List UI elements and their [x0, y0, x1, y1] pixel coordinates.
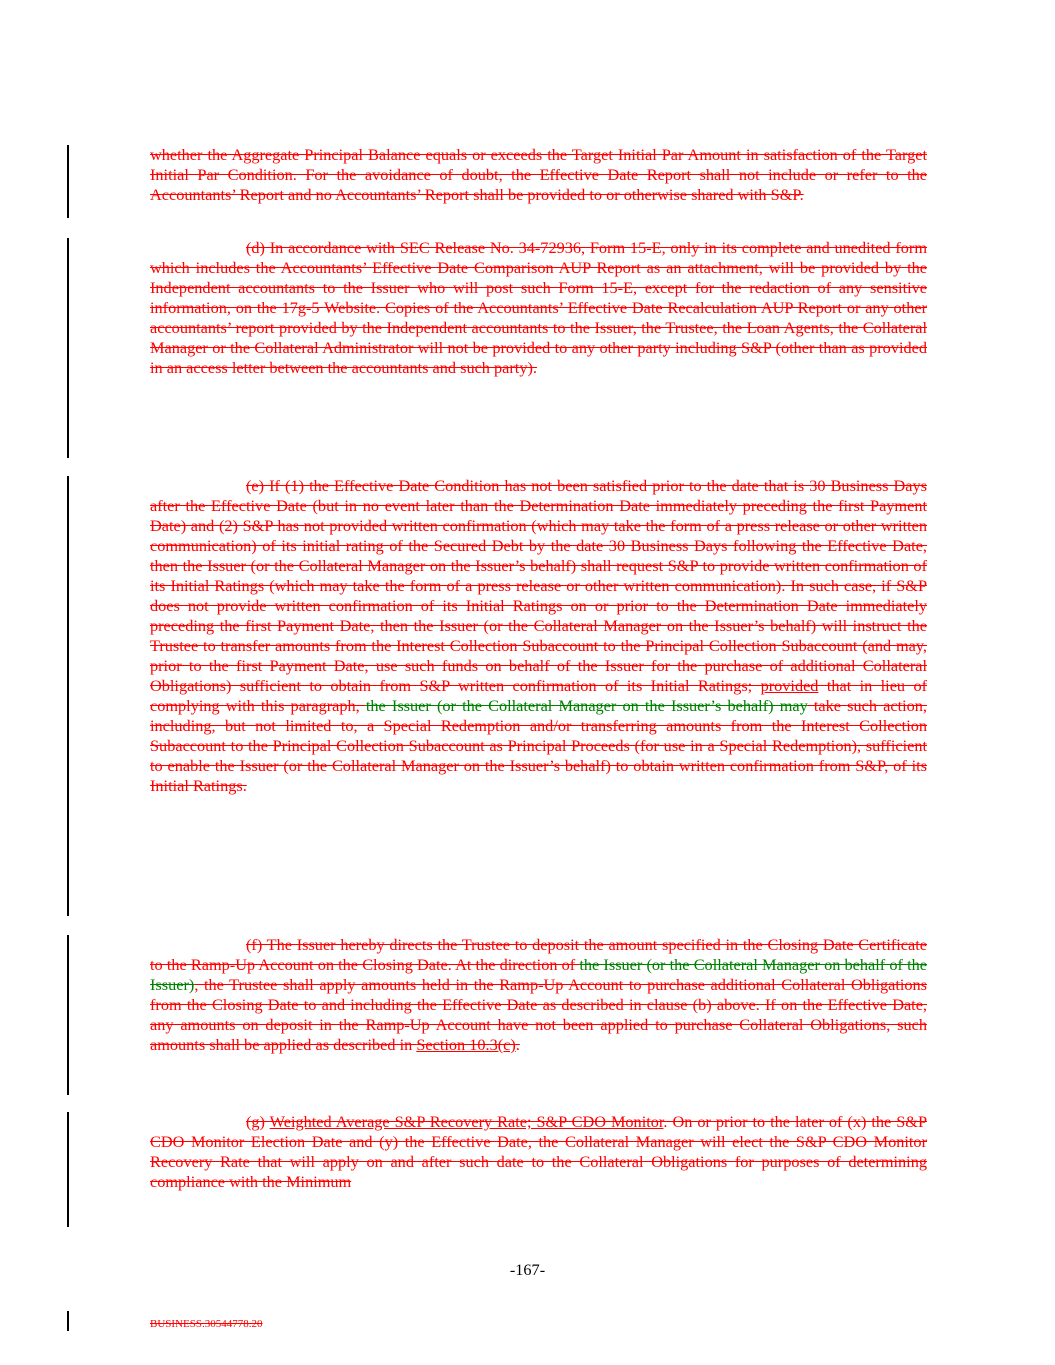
change-bar [67, 1311, 69, 1331]
change-bar [67, 145, 69, 218]
deleted-text: . [515, 1035, 520, 1054]
page-number: -167- [509, 1260, 546, 1279]
paragraph-e [150, 476, 927, 796]
deleted-text: . On or prior to the later of (x) the S&P CDO Monitor Election Date and (y) the Effective Date, the Collateral Manager will elect the S&P CDO Monitor Recovery Rate that will apply on and after such date to the Collateral Obligations for purposes of determining compliance with the Minimum [150, 1112, 928, 1191]
deleted-text: whether the Aggregate Principal Balance equals or exceeds the Target Initial Par Amount in satisfaction of the Target Initial Par Condition. For the avoidance of doubt, the Effective Date Report shall not include or refer to the Accountants’ Report and no Accountants’ Report shall be provided to or otherwise shared with S&P. [150, 145, 927, 204]
paragraph-g [150, 1112, 927, 1192]
paragraph-continuation [150, 145, 927, 205]
deleted-text: that in lieu of complying with this paragraph, [150, 676, 928, 715]
change-bar [67, 476, 69, 916]
paragraph-d [150, 238, 927, 378]
deleted-text: (d) In accordance with SEC Release No. 34-72936, Form 15-E, only in its complete and unedited form which includes the Accountants’ Effective Date Comparison AUP Report as an attachment, will be provided by the Independent accountants to the Issuer who will post such Form 15-E, except for the redaction of any sensitive information, on the 17g-5 Website. Copies of the Accountants’ Effective Date Recalculation AUP Report or any other accountants’ report provided by the Independent accountants to the Issuer, the Trustee, the Loan Agents, the Collateral Manager or the Collateral Administrator will not be provided to any other party including S&P (other than as provided in an access letter between the accountants and such party). [150, 238, 927, 377]
document-footer-id: BUSINESS.30544778.20 [150, 1318, 263, 1330]
deleted-text: , the Trustee shall apply amounts held in the Ramp-Up Account to purchase additional Collateral Obligations from the Closing Date to and including the Effective Date as described in clause (b) above. If on the Effective Date, any amounts on deposit in the Ramp-Up Account have not been applied to purchase Collateral Obligations, such amounts shall be applied as described in [150, 975, 927, 1054]
deleted-text: (f) The Issuer hereby directs the Trustee to deposit the amount specified in the Closing Date Certificate to the Ramp-Up Account on the Closing Date. At the direction of [150, 935, 927, 974]
deleted-text: provided [760, 676, 819, 695]
change-bar [67, 238, 69, 458]
moved-text: the Issuer (or the Collateral Manager on the Issuer’s behalf) may [365, 696, 808, 715]
moved-text: the Issuer (or the Collateral Manager on behalf of the Issuer) [150, 955, 927, 994]
deleted-text: Section 10.3(c) [416, 1035, 516, 1054]
deleted-text: take such action, including, but not limited to, a Special Redemption and/or transferring amounts from the Interest Collection Subaccount to the Principal Collection Subaccount as Principal Proceeds (for use in a Special Redemption), sufficient to enable the Issuer (or the Collateral Manager on the Issuer’s behalf) to obtain written confirmation from S&P, of its Initial Ratings. [150, 696, 927, 795]
deleted-text: (e) If (1) the Effective Date Condition has not been satisfied prior to the date that is 30 Business Days after the Effective Date (but in no event later than the Determination Date immediately preceding the first Payment Date) and (2) S&P has not provided written confirmation (which may take the form of a press release or other written communication) of its initial rating of the Secured Debt by the date 30 Business Days following the Effective Date, then the Issuer (or the Collateral Manager on the Issuer’s behalf) shall request S&P to provide written confirmation of its Initial Ratings (which may take the form of a press release or other written communication). In such case, if S&P does not provide written confirmation of its Initial Ratings on or prior to the Determination Date immediately preceding the first Payment Date, then the Issuer (or the Collateral Manager on the Issuer’s behalf) will instruct the Trustee to transfer amounts from the Interest Collection Subaccount to the Principal Collection Subaccount (and may, prior to the first Payment Date, use such funds on behalf of the Issuer for the purchase of additional Collateral Obligations) sufficient to obtain from S&P written confirmation of its Initial Ratings; [150, 476, 927, 695]
paragraph-f [150, 935, 927, 1055]
change-bar [67, 1112, 69, 1227]
deleted-text: (g) [246, 1112, 270, 1131]
change-bar [67, 935, 69, 1095]
deleted-text: Weighted Average S&P Recovery Rate; S&P CDO Monitor [269, 1112, 664, 1131]
